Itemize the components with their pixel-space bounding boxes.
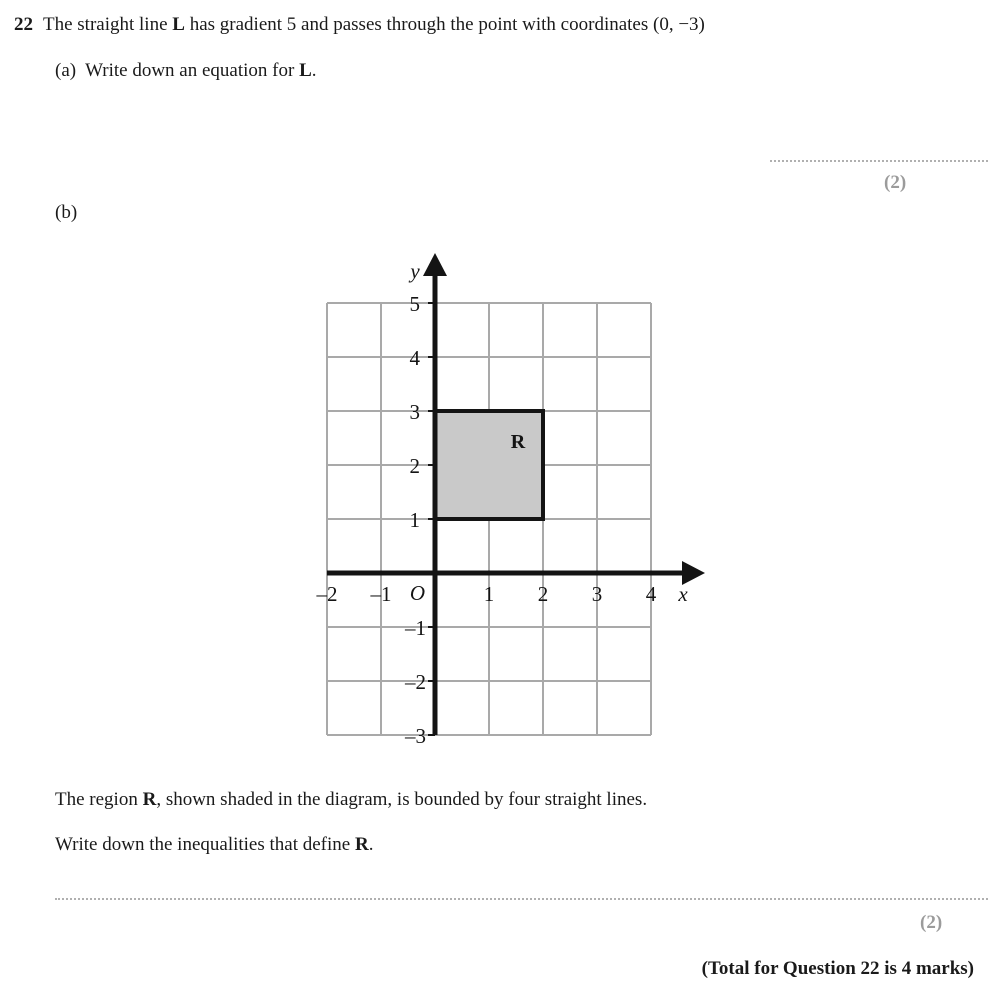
part-a-text-after: .	[311, 60, 317, 81]
y-tick-label-3: 3	[409, 400, 420, 424]
answer-line-b[interactable]	[55, 898, 988, 900]
part-a-symbol-L: L	[299, 60, 312, 81]
question-header	[14, 12, 974, 38]
x-tick-label-neg1: –1	[370, 582, 392, 606]
part-a-text	[85, 60, 316, 82]
y-tick-label-neg1: –1	[405, 616, 426, 640]
x-tick-label-2: 2	[537, 582, 549, 606]
coordinate-grid-diagram	[300, 250, 720, 770]
region-description-line	[55, 787, 647, 813]
y-tick-label-2: 2	[409, 454, 420, 478]
question-stem-before: The straight line	[43, 14, 173, 35]
total-marks-line: (Total for Question 22 is 4 marks)	[701, 958, 974, 979]
x-tick-label-1: 1	[483, 582, 495, 606]
part-b-label: (b)	[55, 202, 78, 223]
marks-part-a: (2)	[884, 172, 907, 193]
region-symbol-r-1: R	[142, 789, 157, 810]
y-tick-label-neg3: –3	[405, 724, 426, 748]
region-r-label: R	[510, 431, 526, 453]
origin-label: O	[409, 581, 425, 605]
question-number: 22	[14, 14, 33, 35]
x-axis-label: x	[678, 582, 688, 606]
answer-line-a[interactable]	[770, 160, 988, 162]
part-a	[55, 60, 317, 82]
y-tick-label-1: 1	[409, 508, 420, 532]
y-axis-arrowhead	[423, 253, 447, 276]
inequalities-instruction-line	[55, 832, 373, 858]
inequalities-instruction-seg2: .	[368, 834, 374, 855]
x-tick-label-3: 3	[591, 582, 603, 606]
shaded-region-r	[435, 411, 543, 519]
region-symbol-r-2: R	[354, 834, 369, 855]
line-symbol-L: L	[172, 14, 185, 35]
y-axis-label: y	[410, 259, 420, 283]
graph-svg	[300, 250, 720, 770]
y-tick-label-4: 4	[409, 346, 420, 370]
region-description-seg1: The region	[55, 789, 143, 810]
part-a-label: (a)	[55, 60, 77, 81]
marks-part-b: (2)	[920, 912, 943, 933]
y-tick-label-5: 5	[409, 292, 420, 316]
x-tick-label-neg2: –2	[316, 582, 338, 606]
region-description-seg2: , shown shaded in the diagram, is bounded by four straight lines.	[156, 789, 648, 810]
question-stem-after: has gradient 5 and passes through the point with coordinates (0, −3)	[184, 14, 705, 35]
y-tick-label-neg2: –2	[405, 670, 426, 694]
question-stem	[43, 12, 705, 38]
part-a-text-before: Write down an equation for	[85, 60, 300, 81]
x-tick-label-4: 4	[645, 582, 657, 606]
inequalities-instruction-seg1: Write down the inequalities that define	[55, 834, 355, 855]
